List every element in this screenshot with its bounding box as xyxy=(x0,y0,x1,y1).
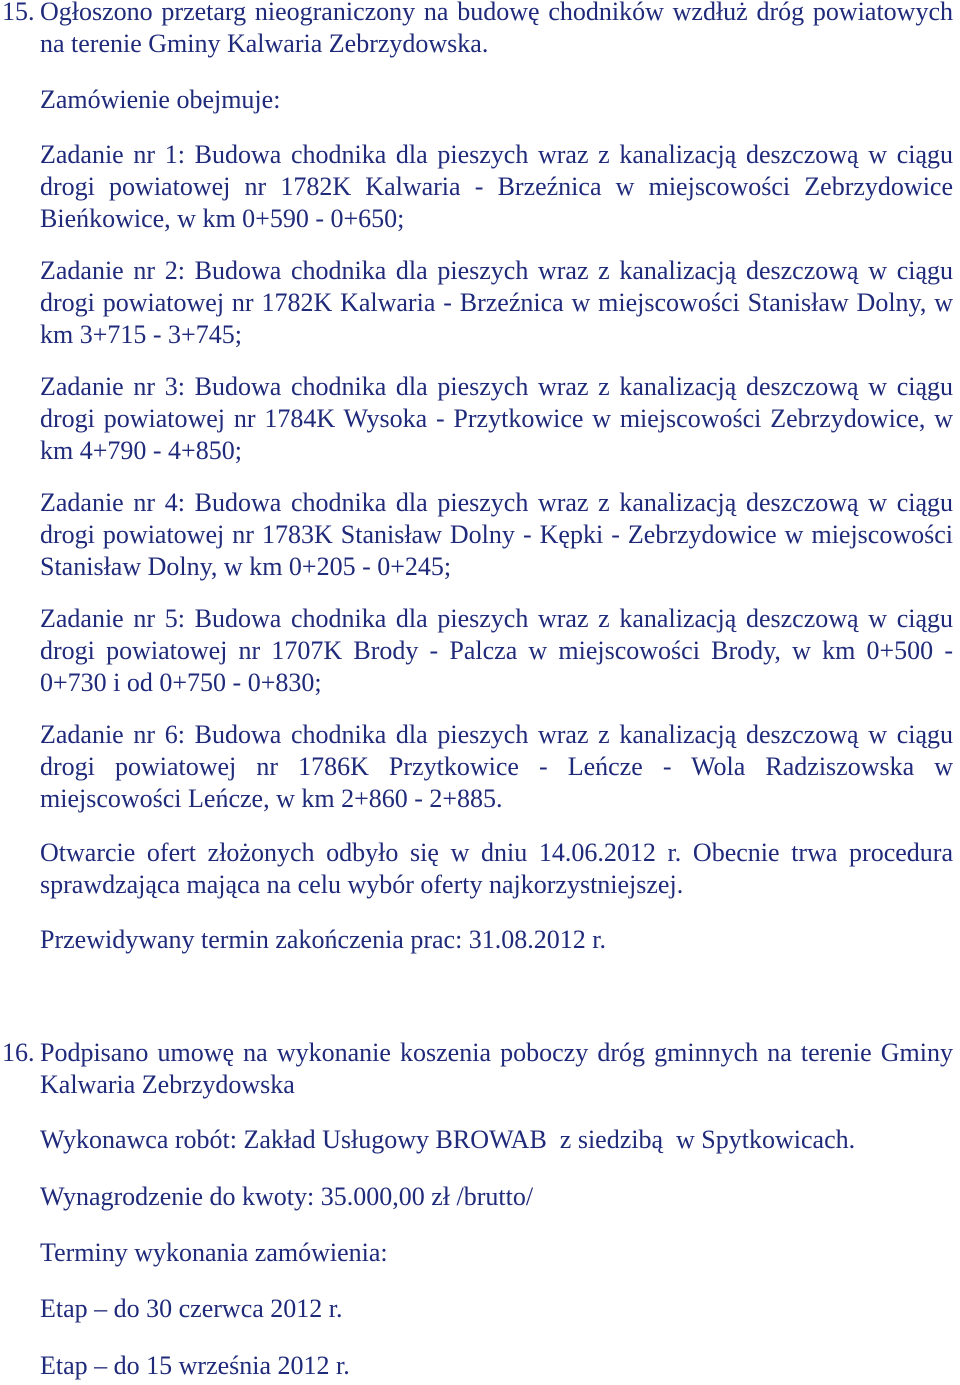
task-paragraph: Zadanie nr 4: Budowa chodnika dla pieszych wraz z kanalizacją deszczową w ciągu drogi powiatowej nr 1783K Stanisław Dolny - Kępki - Zebrzydowice w miejscowości Stanisław Dolny, w km 0+205 - 0+245; xyxy=(40,488,953,581)
deadline-paragraph: Przewidywany termin zakończenia prac: 31.08.2012 r. xyxy=(40,925,607,954)
item-title: Ogłoszono przetarg nieograniczony na budowę chodników wzdłuż dróg powiatowych na terenie Gminy Kalwaria Zebrzydowska. xyxy=(40,0,953,58)
stage-line: Etap – do 15 września 2012 r. xyxy=(40,1351,350,1380)
order-intro: Zamówienie obejmuje: xyxy=(40,85,281,114)
task-paragraph: Zadanie nr 1: Budowa chodnika dla pieszych wraz z kanalizacją deszczową w ciągu drogi powiatowej nr 1782K Kalwaria - Brzeźnica w miejscowości Zebrzydowice Bieńkowice, w km 0+590 - 0+650; xyxy=(40,140,953,233)
item-number: 15. xyxy=(2,0,35,26)
task-paragraph: Zadanie nr 3: Budowa chodnika dla pieszych wraz z kanalizacją deszczową w ciągu drogi powiatowej nr 1784K Wysoka - Przytkowice w miejscowości Zebrzydowice, w km 4+790 - 4+850; xyxy=(40,372,953,465)
item-number: 16. xyxy=(2,1038,35,1067)
stage-line: Etap – do 30 czerwca 2012 r. xyxy=(40,1294,343,1323)
remuneration-paragraph: Wynagrodzenie do kwoty: 35.000,00 zł /brutto/ xyxy=(40,1182,534,1211)
task-paragraph: Zadanie nr 5: Budowa chodnika dla pieszych wraz z kanalizacją deszczową w ciągu drogi powiatowej nr 1707K Brody - Palcza w miejscowości Brody, w km 0+500 - 0+730 i od 0+750 - 0+830; xyxy=(40,604,953,697)
task-paragraph: Zadanie nr 6: Budowa chodnika dla pieszych wraz z kanalizacją deszczową w ciągu drogi powiatowej nr 1786K Przytkowice - Leńcze - Wola Radziszowska w miejscowości Leńcze, w km 2+860 - 2+885. xyxy=(40,720,953,813)
terms-label: Terminy wykonania zamówienia: xyxy=(40,1238,388,1267)
offers-paragraph: Otwarcie ofert złożonych odbyło się w dniu 14.06.2012 r. Obecnie trwa procedura sprawdzająca mająca na celu wybór oferty najkorzystniejszej. xyxy=(40,838,953,899)
task-paragraph: Zadanie nr 2: Budowa chodnika dla pieszych wraz z kanalizacją deszczową w ciągu drogi powiatowej nr 1782K Kalwaria - Brzeźnica w miejscowości Stanisław Dolny, w km 3+715 - 3+745; xyxy=(40,256,953,349)
contractor-paragraph: Wykonawca robót: Zakład Usługowy BROWAB z siedzibą w Spytkowicach. xyxy=(40,1125,856,1154)
item-title: Podpisano umowę na wykonanie koszenia poboczy dróg gminnych na terenie Gminy Kalwaria Zebrzydowska xyxy=(40,1038,953,1099)
